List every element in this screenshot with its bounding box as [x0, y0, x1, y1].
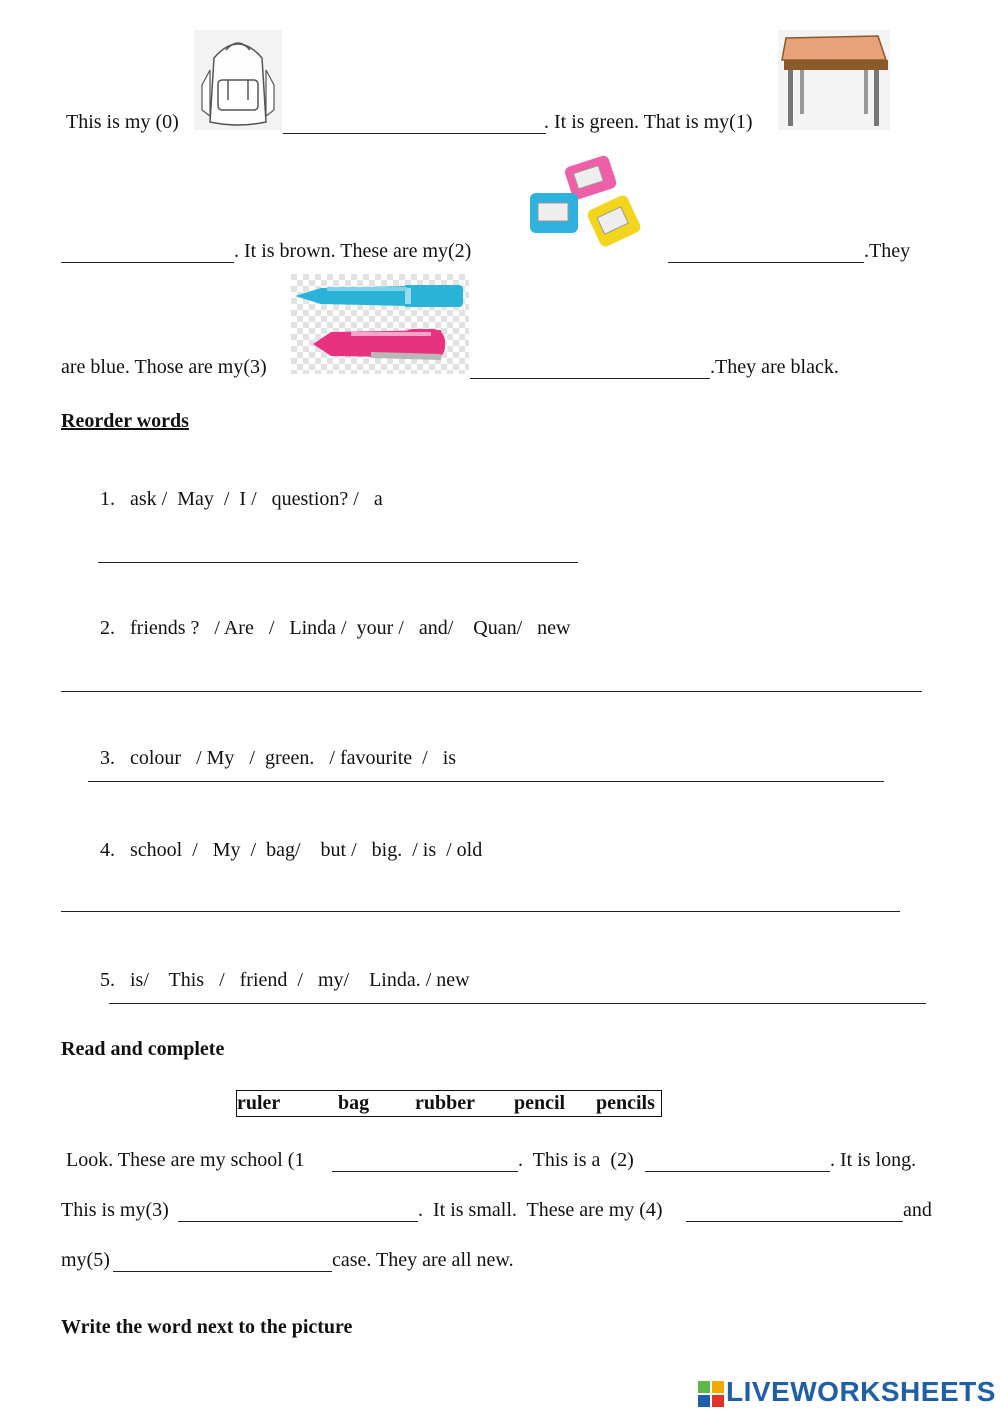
passage-line-3-a: my(5) [61, 1249, 110, 1271]
item-words: colour / My / green. / favourite / is [130, 747, 457, 769]
item-words: ask / May / I / question? / a [130, 488, 383, 510]
item-words: school / My / bag/ but / big. / is / old [130, 839, 483, 861]
passage-line-2-b: . It is small. These are my (4) [418, 1199, 663, 1221]
read-complete-heading: Read and complete [61, 1038, 225, 1060]
word-bank-pencils: pencils [596, 1092, 655, 1114]
passage-line-1-c: . It is long. [830, 1149, 917, 1171]
passage-line-2-c: and [903, 1199, 932, 1221]
item-number: 3. [100, 747, 115, 769]
answer-blank-2[interactable] [668, 261, 864, 263]
word-bank-rubber: rubber [415, 1092, 475, 1114]
word-bank-bag: bag [338, 1092, 370, 1114]
reorder-item-2 [90, 594, 570, 640]
passage-line-3-b: case. They are all new. [332, 1249, 514, 1271]
passage-blank-5[interactable] [113, 1270, 332, 1272]
passage-blank-4[interactable] [686, 1220, 903, 1222]
word-bank-ruler: ruler [237, 1092, 281, 1114]
answer-line-3[interactable] [88, 781, 884, 782]
passage-line-1-b: . This is a (2) [518, 1149, 634, 1171]
liveworksheets-logo [698, 1376, 996, 1412]
item-number: 1. [100, 488, 115, 510]
sentence-2-end: .They are black. [710, 356, 839, 378]
sentence-0-end: . It is green. That is my(1) [544, 111, 753, 133]
pens-picture [291, 274, 469, 374]
desk-picture [778, 30, 890, 130]
word-bank-pencil: pencil [514, 1092, 566, 1114]
sentence-2-start: are blue. Those are my(3) [61, 356, 267, 378]
sentence-1-end: .They [864, 240, 911, 262]
reorder-item-4 [90, 816, 482, 862]
item-words: is/ This / friend / my/ Linda. / new [130, 969, 470, 991]
answer-line-4[interactable] [61, 911, 900, 912]
sentence-0-start: This is my (0) [66, 111, 179, 133]
reorder-item-1 [90, 465, 383, 511]
passage-blank-1[interactable] [332, 1170, 518, 1172]
reorder-heading: Reorder words [61, 410, 189, 432]
write-word-heading: Write the word next to the picture [61, 1316, 353, 1338]
item-number: 5. [100, 969, 115, 991]
backpack-picture [194, 30, 282, 130]
passage-line-2-a: This is my(3) [61, 1199, 169, 1221]
answer-blank-1[interactable] [61, 261, 234, 263]
item-number: 4. [100, 839, 115, 861]
logo-text: LIVEWORKSHEETS [726, 1376, 996, 1407]
passage-blank-3[interactable] [178, 1220, 418, 1222]
answer-line-1[interactable] [98, 562, 578, 563]
answer-blank-0[interactable] [283, 132, 546, 134]
answer-line-5[interactable] [109, 1003, 926, 1004]
item-number: 2. [100, 617, 115, 639]
passage-blank-2[interactable] [645, 1170, 830, 1172]
reorder-item-5 [90, 946, 470, 992]
pencil-sharpeners-picture [528, 155, 642, 250]
reorder-item-3 [90, 724, 456, 770]
word-bank-box [236, 1090, 662, 1117]
passage-line-1-a: Look. These are my school (1 [66, 1149, 305, 1171]
item-words: friends ? / Are / Linda / your / and/ Quan/ new [130, 617, 571, 639]
liveworksheets-logo-icon [698, 1381, 724, 1407]
sentence-1-start: . It is brown. These are my(2) [234, 240, 472, 262]
answer-blank-3[interactable] [470, 377, 710, 379]
answer-line-2[interactable] [61, 691, 922, 692]
